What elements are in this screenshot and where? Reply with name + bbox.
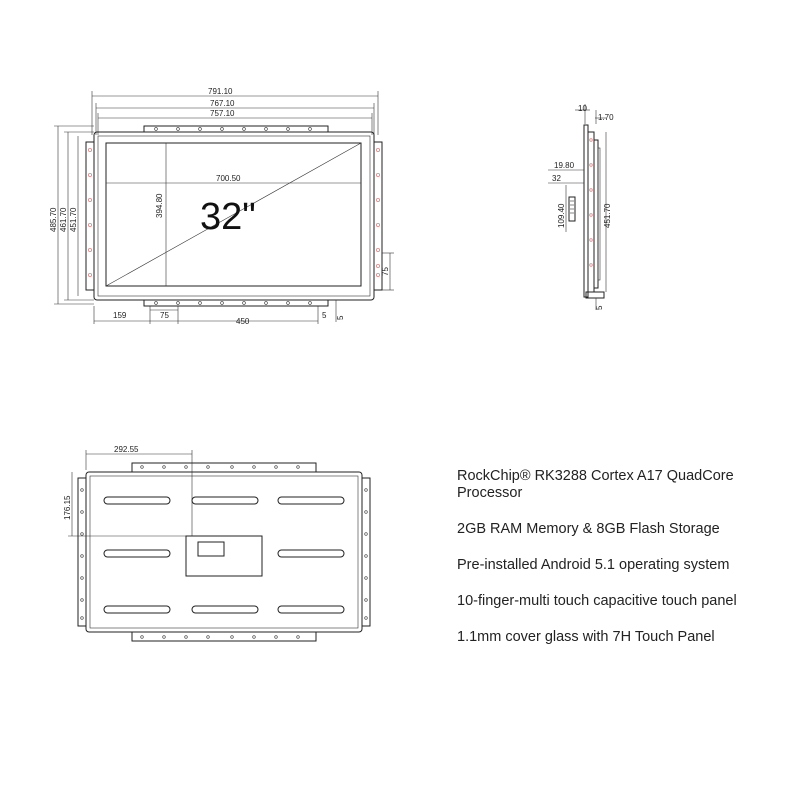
dim-hole-span: 450 [236,317,250,326]
dim-board-y: 176.15 [63,495,72,520]
dim-hole-pitch: 75 [160,311,169,320]
dim-edge-5b: 5 [336,315,345,320]
screen-size-label: 32" [200,196,256,238]
side-glass [584,125,588,297]
dim-depth-top: 10 [578,104,587,113]
dim-bezel-width: 767.10 [210,99,235,108]
dim-overall-height: 485.70 [49,207,58,232]
dim-offset-left: 159 [113,311,127,320]
dim-bezel-height: 461.70 [59,207,68,232]
back-view [63,445,370,641]
dim-side-height: 451.70 [603,203,612,228]
spec-glass: 1.1mm cover glass with 7H Touch Panel [457,629,715,645]
dim-glass: 1.70 [598,113,614,122]
dim-side-bottom: 5 [595,305,604,310]
spec-memory: 2GB RAM Memory & 8GB Flash Storage [457,521,720,537]
dim-board-height: 109.40 [557,203,566,228]
dim-bracket-depth: 19.80 [554,161,575,170]
dim-active-width: 700.50 [216,174,241,183]
dim-board-offset: 32 [552,174,561,183]
spec-os: Pre-installed Android 5.1 operating system [457,557,730,573]
dim-board-x: 292.55 [114,445,139,454]
top-bracket-holes [155,128,312,131]
dim-overall-width: 791.10 [208,87,233,96]
side-view [548,104,614,310]
dim-frame-width: 757.10 [210,109,235,118]
dim-active-height: 394.80 [155,193,164,218]
spec-processor: RockChip® RK3288 Cortex A17 QuadCore Processor [457,468,734,501]
dim-edge-5a: 5 [322,311,327,320]
io-port-cutout [198,542,224,556]
spec-touch: 10-finger-multi touch capacitive touch panel [457,593,737,609]
spec-list [457,468,787,665]
dim-side-pitch: 75 [381,267,390,276]
dim-frame-height: 451.70 [69,207,78,232]
front-view [49,87,394,326]
